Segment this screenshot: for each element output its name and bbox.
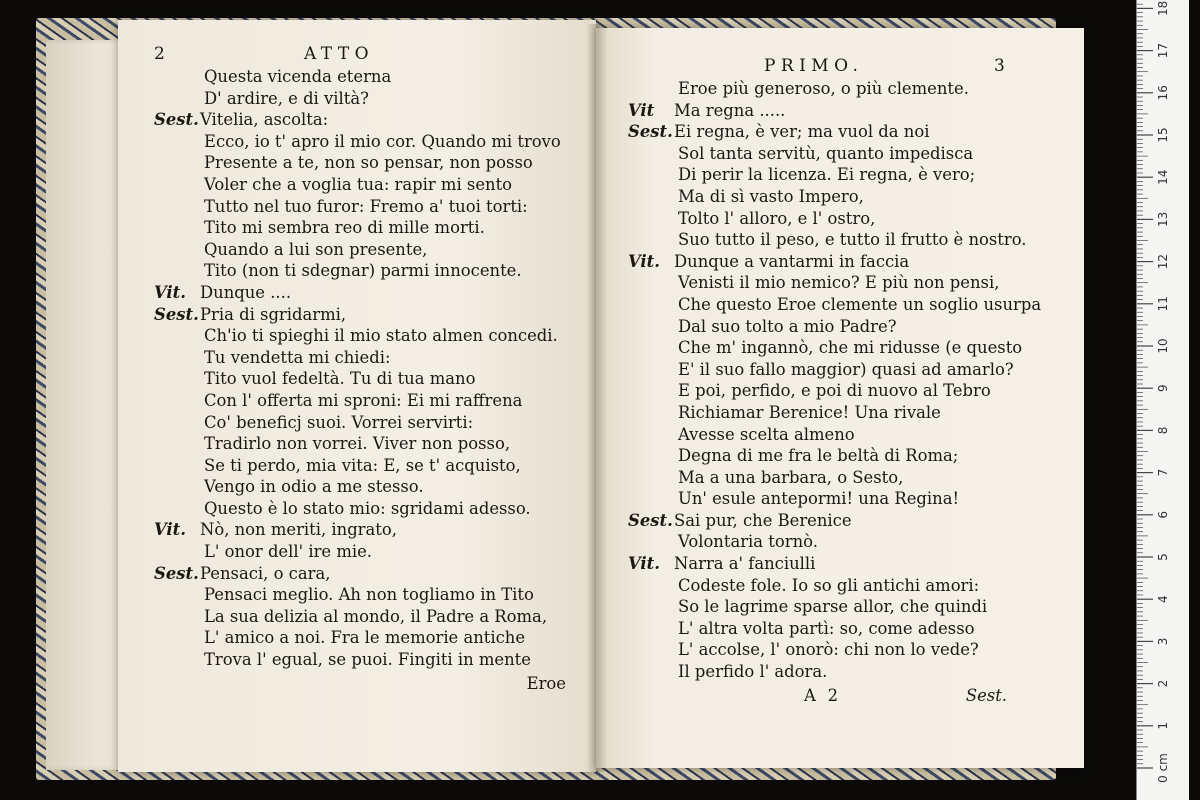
line-text: Suo tutto il peso, e tutto il frutto è nostro. (678, 230, 1027, 250)
text-line (628, 272, 1053, 294)
line-text: Tradirlo non vorrei. Viver non posso, (204, 434, 511, 454)
text-line (628, 294, 1053, 316)
text-line (154, 627, 584, 649)
line-text: Vitelia, ascolta: (200, 110, 329, 130)
line-text: Che m' ingannò, che mi ridusse (e questo (678, 338, 1023, 358)
text-line (628, 661, 1053, 683)
line-text: Sai pur, che Berenice (674, 510, 852, 530)
line-text: Co' beneficj suoi. Vorrei servirti: (204, 412, 474, 432)
line-text: Degna di me fra le beltà di Roma; (678, 446, 959, 466)
ruler-label: 5 (1156, 553, 1170, 561)
text-line (628, 143, 1053, 165)
text-line (628, 78, 1053, 100)
line-text: L' accolse, l' onorò: chi non lo vede? (678, 640, 979, 660)
line-text: Ma a una barbara, o Sesto, (678, 467, 904, 487)
right-page-text (628, 56, 1053, 709)
right-page-lines (628, 78, 1053, 683)
measurement-ruler (1136, 0, 1189, 800)
left-page-header (154, 44, 584, 66)
text-line (628, 251, 1053, 273)
text-line (628, 618, 1053, 640)
ruler-label: 13 (1156, 211, 1170, 228)
line-text: Volontaria tornò. (678, 532, 818, 552)
ruler-label: 11 (1156, 296, 1170, 312)
right-catchword: Sest. (965, 685, 1007, 705)
line-text: Un' esule antepormi! una Regina! (678, 489, 960, 509)
line-text: Pensaci, o cara, (200, 563, 331, 583)
line-text: Tu vendetta mi chiedi: (204, 347, 391, 367)
text-line (154, 390, 584, 412)
right-page-footer (628, 685, 1053, 709)
line-text: Quando a lui son presente, (204, 239, 428, 259)
ruler-label: 4 (1156, 595, 1170, 604)
line-text: Tutto nel tuo furor: Fremo a' tuoi torti: (204, 196, 528, 216)
ruler-label: 14 (1156, 169, 1170, 185)
line-text: Ma di sì vasto Impero, (678, 186, 864, 206)
line-text: Questo è lo stato mio: sgridami adesso. (204, 498, 531, 518)
text-line (154, 412, 584, 434)
line-text: Tito (non ti sdegnar) parmi innocente. (204, 261, 522, 281)
ruler-label: 9 (1156, 384, 1170, 393)
text-line (628, 380, 1053, 402)
left-page-text (154, 44, 584, 697)
line-text: Richiamar Berenice! Una rivale (678, 402, 941, 422)
text-line (628, 531, 1053, 553)
line-text: So le lagrime sparse allor, che quindi (678, 597, 988, 617)
text-line (154, 649, 584, 671)
text-line (628, 467, 1053, 489)
text-line (154, 433, 584, 455)
text-line (628, 100, 1053, 122)
ruler-label: 2 (1156, 679, 1170, 688)
text-line (154, 66, 584, 88)
line-text: Avesse scelta almeno (678, 424, 855, 444)
left-catchword: Eroe (526, 673, 566, 693)
ruler-label: 7 (1156, 468, 1170, 477)
line-text: Eroe più generoso, o più clemente. (678, 79, 969, 98)
ruler-label: 10 (1156, 338, 1170, 354)
speaker-label: Vit. (154, 520, 186, 540)
text-line (628, 337, 1053, 359)
ruler-label: 16 (1156, 85, 1170, 101)
ruler-label: 15 (1156, 127, 1170, 143)
book-gutter (586, 24, 608, 772)
left-page-running-title: ATTO (304, 44, 375, 64)
text-line (154, 174, 584, 196)
text-line (628, 359, 1053, 381)
text-line (628, 488, 1053, 510)
text-line (154, 606, 584, 628)
text-line (628, 402, 1053, 424)
line-text: L' altra volta partì: so, come adesso (678, 618, 975, 638)
line-text: Tito vuol fedeltà. Tu di tua mano (204, 369, 476, 389)
line-text: Codeste fole. Io so gli antichi amori: (678, 575, 980, 595)
left-page-footer (154, 673, 584, 697)
text-line (628, 553, 1053, 575)
speaker-label: Sest. (628, 510, 673, 530)
line-text: Ei regna, è ver; ma vuol da noi (674, 122, 930, 142)
text-line (154, 541, 584, 563)
line-text: Ma regna ..... (674, 100, 786, 120)
text-line (154, 196, 584, 218)
ruler-label: 6 (1156, 510, 1170, 519)
text-line (628, 575, 1053, 597)
line-text: Narra a' fanciulli (674, 554, 816, 574)
line-text: Dal suo tolto a mio Padre? (678, 316, 897, 336)
text-line (154, 347, 584, 369)
ruler-label: 18 (1156, 0, 1170, 17)
text-line (154, 239, 584, 261)
right-page-running-title: PRIMO. (764, 56, 864, 76)
line-text: Con l' offerta mi sproni: Ei mi raffrena (204, 390, 523, 410)
line-text: D' ardire, e di viltà? (204, 88, 369, 108)
ruler-label: 17 (1156, 42, 1170, 59)
text-line (154, 131, 584, 153)
line-text: Questa vicenda eterna (204, 67, 392, 86)
speaker-label: Vit. (628, 554, 660, 574)
text-line (154, 563, 584, 585)
text-line (628, 639, 1053, 661)
text-line (154, 455, 584, 477)
speaker-label: Sest. (628, 122, 673, 142)
text-line (628, 121, 1053, 143)
line-text: Il perfido l' adora. (678, 662, 828, 682)
line-text: Tito mi sembra reo di mille morti. (204, 218, 485, 238)
text-line (628, 208, 1053, 230)
left-page-lines (154, 66, 584, 671)
line-text: Dunque .... (200, 282, 292, 302)
text-line (154, 498, 584, 520)
text-line (628, 229, 1053, 251)
line-text: Trova l' egual, se puoi. Fingiti in mente (204, 650, 531, 670)
line-text: L' amico a noi. Fra le memorie antiche (204, 628, 526, 648)
signature-mark: A 2 (804, 685, 842, 705)
line-text: Che questo Eroe clemente un soglio usurpa (678, 294, 1042, 314)
line-text: Nò, non meriti, ingrato, (200, 520, 397, 540)
speaker-label: Vit (628, 100, 655, 120)
text-line (154, 476, 584, 498)
text-line (628, 186, 1053, 208)
speaker-label: Vit. (628, 251, 660, 271)
text-line (154, 304, 584, 326)
text-line (628, 164, 1053, 186)
ruler-label: 1 (1156, 721, 1170, 730)
text-line (628, 510, 1053, 532)
text-line (154, 584, 584, 606)
text-line (154, 88, 584, 110)
text-line (628, 445, 1053, 467)
line-text: Vengo in odio a me stesso. (204, 477, 424, 497)
text-line (154, 260, 584, 282)
ruler-label: 3 (1156, 637, 1170, 646)
line-text: Pria di sgridarmi, (200, 304, 347, 324)
text-line (154, 152, 584, 174)
text-line (154, 325, 584, 347)
text-line (154, 368, 584, 390)
text-line (154, 109, 584, 131)
text-line (628, 316, 1053, 338)
ruler-scale (1137, 0, 1189, 800)
line-text: Pensaci meglio. Ah non togliamo in Tito (204, 585, 534, 605)
line-text: L' onor dell' ire mie. (204, 542, 373, 562)
ruler-label: 8 (1156, 426, 1170, 435)
speaker-label: Sest. (154, 304, 199, 324)
speaker-label: Sest. (154, 110, 199, 130)
right-page-header (628, 56, 1053, 78)
speaker-label: Vit. (154, 282, 186, 302)
line-text: Dunque a vantarmi in faccia (674, 251, 910, 271)
line-text: Se ti perdo, mia vita: E, se t' acquisto, (204, 455, 521, 475)
line-text: La sua delizia al mondo, il Padre a Roma, (204, 606, 548, 626)
line-text: Ecco, io t' apro il mio cor. Quando mi trovo (204, 131, 561, 151)
ruler-label: 12 (1156, 253, 1170, 270)
line-text: Presente a te, non so pensar, non posso (204, 153, 533, 173)
line-text: Venisti il mio nemico? E più non pensi, (678, 273, 1000, 293)
left-page-number: 2 (154, 44, 165, 64)
line-text: E' il suo fallo maggior) quasi ad amarlo? (678, 359, 1014, 379)
text-line (154, 282, 584, 304)
text-line (628, 596, 1053, 618)
speaker-label: Sest. (154, 563, 199, 583)
right-page-number: 3 (994, 56, 1005, 76)
line-text: Sol tanta servitù, quanto impedisca (678, 143, 974, 163)
line-text: Tolto l' alloro, e l' ostro, (678, 208, 876, 228)
line-text: Di perir la licenza. Ei regna, è vero; (678, 165, 976, 185)
ruler-label: 0 cm (1156, 753, 1170, 783)
line-text: Ch'io ti spieghi il mio stato almen concedi. (204, 326, 558, 346)
text-line (154, 217, 584, 239)
text-line (154, 519, 584, 541)
line-text: Voler che a voglia tua: rapir mi sento (204, 174, 513, 194)
text-line (628, 424, 1053, 446)
line-text: E poi, perfido, e poi di nuovo al Tebro (678, 381, 991, 401)
